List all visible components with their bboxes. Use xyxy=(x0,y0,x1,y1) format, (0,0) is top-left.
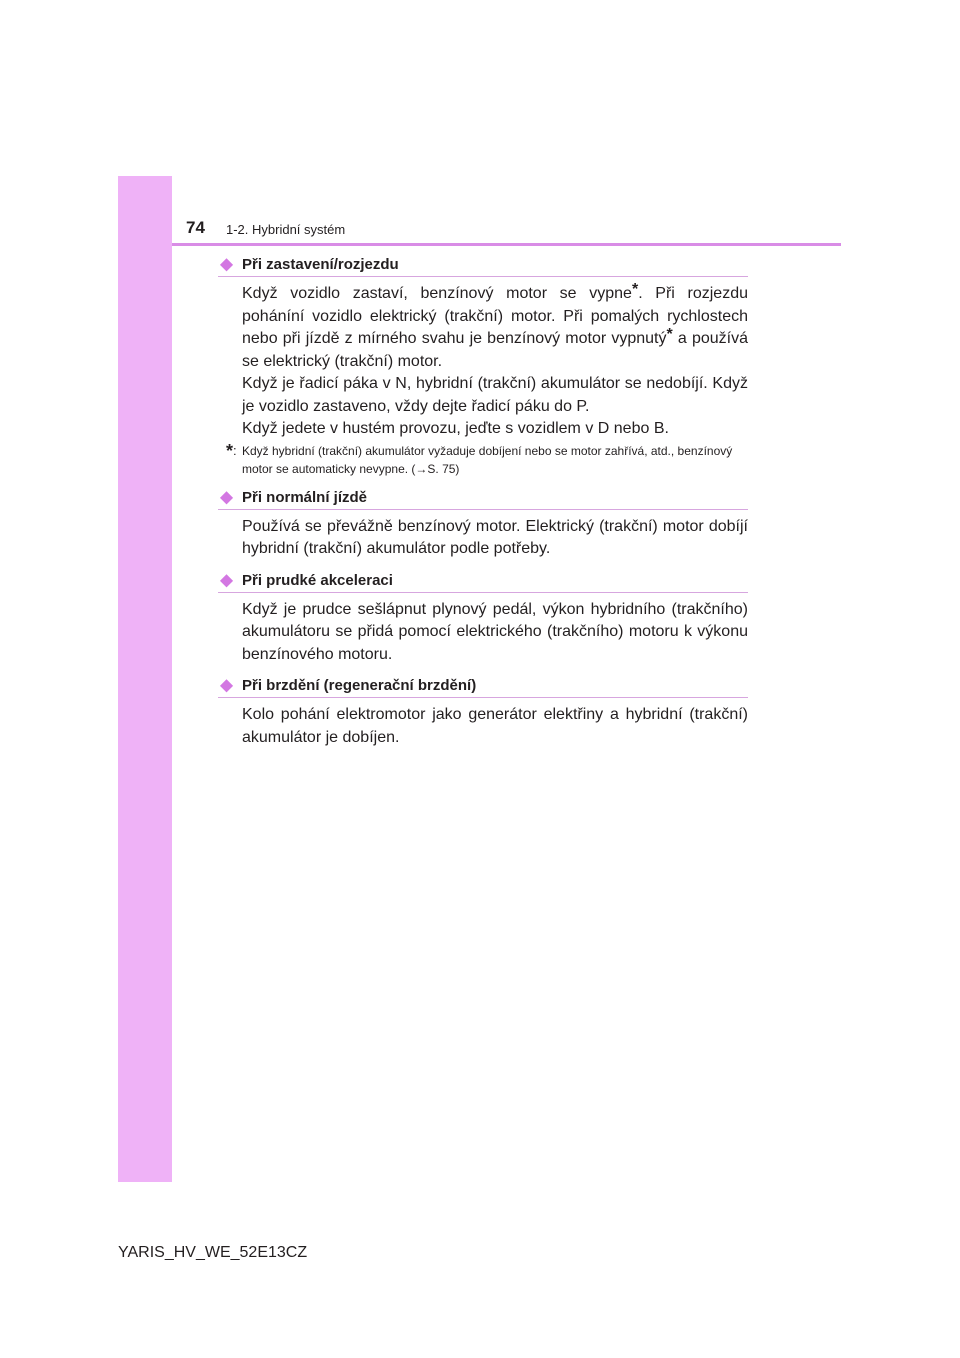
paragraph: Používá se převážně benzínový motor. Elektrický (trakční) motor dobíjí hybridní (trakční) akumulátor podle potřeby. xyxy=(242,517,748,557)
section-heading-text: Při prudké akceleraci xyxy=(242,571,393,589)
page-number: 74 xyxy=(186,218,205,237)
paragraph: Když je prudce sešlápnut plynový pedál, výkon hybridního (trakčního) akumulátoru se přidá pomocí elektrického (trakčního) motoru k výkonu benzínového motoru. xyxy=(242,600,748,663)
header-rule xyxy=(172,243,841,246)
section-header-title: 1-2. Hybridní systém xyxy=(226,222,346,237)
footnote-asterisk: * xyxy=(226,440,234,461)
footnote xyxy=(218,442,748,478)
section-body xyxy=(242,704,748,749)
section-normal-driving xyxy=(218,487,748,561)
section-heading xyxy=(218,254,748,277)
section-heading-text: Při brzdění (regenerační brzdění) xyxy=(242,677,477,694)
paragraph-text: a používá se elektrický (trakční) motor. xyxy=(242,330,749,370)
chapter-sidebar-tab xyxy=(118,176,172,1182)
paragraph: Kolo pohání elektromotor jako generátor elektřiny a hybridní (trakční) akumulátor je dobíjen. xyxy=(242,706,748,746)
diamond-bullet-icon: ◆ xyxy=(220,677,233,694)
paragraph: Když je řadicí páka v N, hybridní (trakční) akumulátor se nedobíjí. Když je vozidlo zastaveno, vždy dejte řadicí páku do P. xyxy=(242,375,748,415)
paragraph-text: . Při rozjezdu poháníní vozidlo elektrický (trakční) motor. Při pomalých rychlostech nebo při jízdě z mírného svahu je benzínový motor vypnutý xyxy=(242,285,748,347)
paragraph: Když jedete v hustém provozu, jeďte s vozidlem v D nebo B. xyxy=(242,420,669,437)
section-hard-acceleration xyxy=(218,570,748,667)
footnote-colon: : xyxy=(233,442,237,458)
footnote-text: Když hybridní (trakční) akumulátor vyžaduje dobíjení nebo se motor zahřívá, atd., benzínový motor se automaticky nevypne. (→S. 75) xyxy=(242,443,733,476)
footnote-marker xyxy=(226,442,237,460)
section-body xyxy=(242,516,748,561)
diamond-bullet-icon: ◆ xyxy=(220,256,233,273)
footnote-reference: * xyxy=(666,326,673,343)
diamond-bullet-icon: ◆ xyxy=(220,571,233,589)
document-code: YARIS_HV_WE_52E13CZ xyxy=(118,1244,308,1261)
paragraph-text: Když vozidlo zastaví, benzínový motor se vypne xyxy=(242,285,632,302)
section-heading-text: Při zastavení/rozjezdu xyxy=(242,256,399,273)
section-heading xyxy=(218,675,748,698)
diamond-bullet-icon: ◆ xyxy=(220,488,233,506)
page-content xyxy=(218,254,748,758)
section-body xyxy=(226,281,749,478)
section-braking xyxy=(218,675,748,749)
section-heading-text: Při normální jízdě xyxy=(242,488,368,506)
section-stop-start xyxy=(218,254,748,478)
section-body xyxy=(242,599,748,667)
section-heading xyxy=(218,570,748,593)
footnote-reference: * xyxy=(631,281,639,298)
paragraph xyxy=(242,283,748,373)
section-heading xyxy=(218,487,748,510)
